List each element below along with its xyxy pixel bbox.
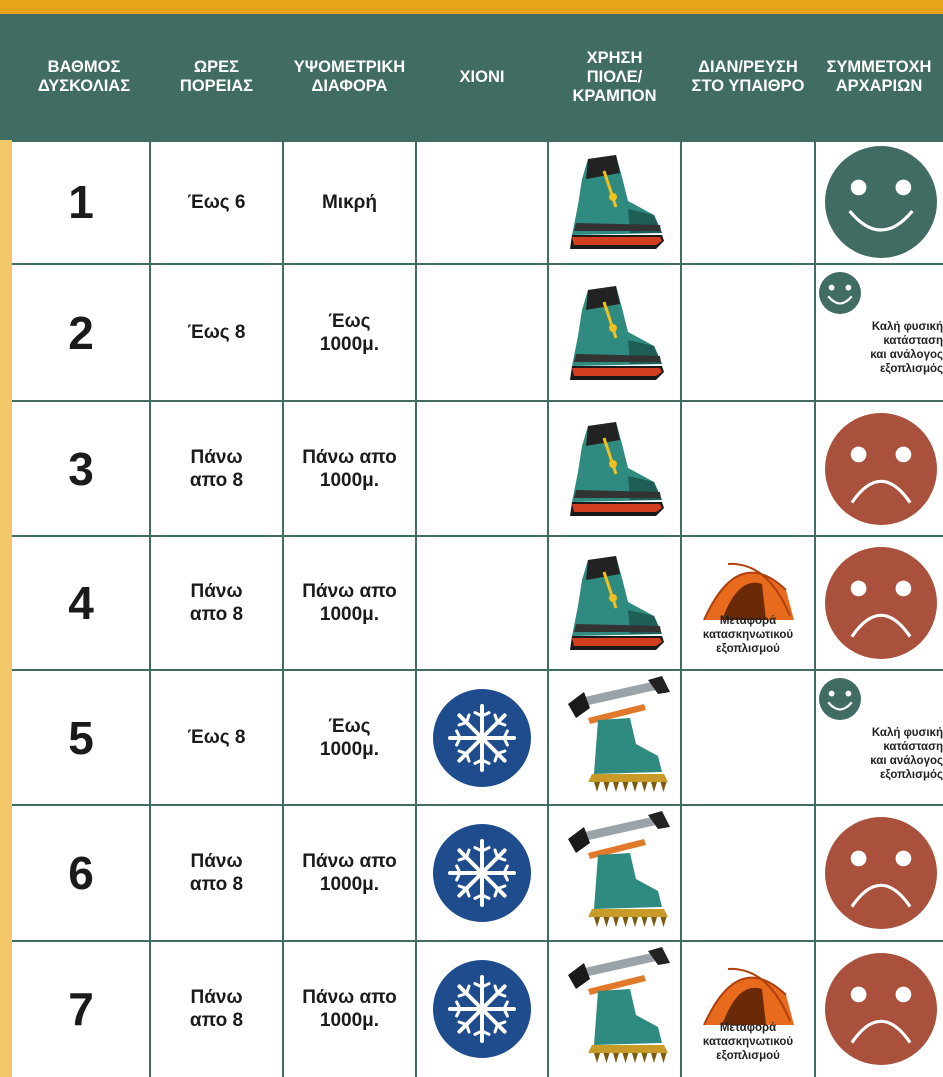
smiley-face-icon — [819, 678, 861, 720]
table-row — [12, 264, 943, 401]
difficulty-grade: 7 — [68, 983, 94, 1035]
smile-mouth — [819, 678, 861, 720]
mountaineering-boot-icon — [558, 416, 668, 521]
header-snow: ΧΙΟΝΙ — [459, 67, 505, 86]
table-row — [12, 401, 943, 536]
table-header — [0, 14, 943, 140]
table-row — [12, 140, 943, 264]
mountaineering-boot-icon — [558, 149, 668, 254]
elevation-gain: Πάνω απο 1000μ. — [302, 581, 397, 625]
overnight-note: Μεταφορά κατασκηνωτικού εξοπλισμού — [702, 1022, 794, 1062]
tent-icon — [698, 550, 798, 622]
top-accent-bar — [0, 0, 943, 14]
frowning-face-icon — [825, 817, 937, 929]
difficulty-grade: 6 — [68, 847, 94, 899]
elevation-gain: Πάνω απο 1000μ. — [302, 851, 397, 895]
table-row — [12, 805, 943, 941]
hiking-hours: Πάνω απο 8 — [189, 581, 244, 625]
header-elevation: ΥΨΟΜΕΤΡΙΚΗ ΔΙΑΦΟΡΑ — [293, 58, 406, 95]
mountaineering-boot-icon — [558, 550, 668, 655]
snowflake-icon — [433, 689, 531, 787]
smiley-face-icon — [819, 272, 861, 314]
hiking-hours: Πάνω απο 8 — [189, 446, 244, 491]
hiking-hours: Έως 8 — [187, 322, 246, 343]
elevation-gain: Έως 1000μ. — [319, 715, 380, 760]
frown-mouth — [825, 817, 937, 929]
difficulty-grade: 2 — [68, 306, 94, 359]
frowning-face-icon — [825, 413, 937, 525]
difficulty-grade: 5 — [68, 711, 94, 764]
difficulty-grade: 3 — [68, 442, 94, 495]
hiking-hours: Έως 8 — [187, 727, 246, 748]
hiking-hours: Έως 6 — [187, 191, 246, 213]
smiley-face-icon — [825, 146, 937, 258]
beginner-condition-note: Καλή φυσική κατάσταση και ανάλογος εξοπλισμός — [870, 727, 943, 781]
header-gear: ΧΡΗΣΗ ΠΙΟΛΕ/ ΚΡΑΜΠΟΝ — [572, 48, 657, 105]
smile-mouth — [819, 272, 861, 314]
frowning-face-icon — [825, 547, 937, 659]
hiking-hours: Πάνω απο 8 — [189, 987, 244, 1031]
header-hours: ΩΡΕΣ ΠΟΡΕΙΑΣ — [179, 58, 254, 95]
header-difficulty: ΒΑΘΜΟΣ ΔΥΣΚΟΛΙΑΣ — [37, 58, 131, 95]
ice-axe-crampon-icon — [558, 949, 676, 1067]
overnight-note: Μεταφορά κατασκηνωτικού εξοπλισμού — [702, 615, 794, 655]
frown-mouth — [825, 953, 937, 1065]
frowning-face-icon — [825, 953, 937, 1065]
elevation-gain: Πάνω απο 1000μ. — [302, 446, 397, 491]
frown-mouth — [825, 547, 937, 659]
ice-axe-crampon-icon — [558, 678, 676, 796]
elevation-gain: Έως 1000μ. — [319, 310, 380, 355]
hiking-hours: Πάνω απο 8 — [189, 851, 244, 895]
header-beginners: ΣΥΜΜΕΤΟΧΗ ΑΡΧΑΡΙΩΝ — [826, 58, 932, 95]
snowflake-icon — [433, 960, 531, 1058]
smile-mouth — [825, 146, 937, 258]
table-row — [12, 670, 943, 805]
difficulty-grade: 1 — [68, 176, 94, 228]
table-row — [12, 536, 943, 670]
frown-mouth — [825, 413, 937, 525]
snowflake-icon — [433, 824, 531, 922]
table-row — [12, 941, 943, 1077]
elevation-gain: Πάνω απο 1000μ. — [302, 987, 397, 1031]
ice-axe-crampon-icon — [558, 813, 676, 931]
elevation-gain: Μικρή — [321, 191, 378, 213]
tent-icon — [698, 955, 798, 1027]
beginner-condition-note: Καλή φυσική κατάσταση και ανάλογος εξοπλισμός — [870, 321, 943, 375]
mountaineering-boot-icon — [558, 280, 668, 385]
difficulty-table — [12, 140, 943, 1077]
header-overnight: ΔΙΑΝ/ΡΕΥΣΗ ΣΤΟ ΥΠΑΙΘΡΟ — [691, 58, 805, 95]
difficulty-grade: 4 — [68, 577, 94, 629]
